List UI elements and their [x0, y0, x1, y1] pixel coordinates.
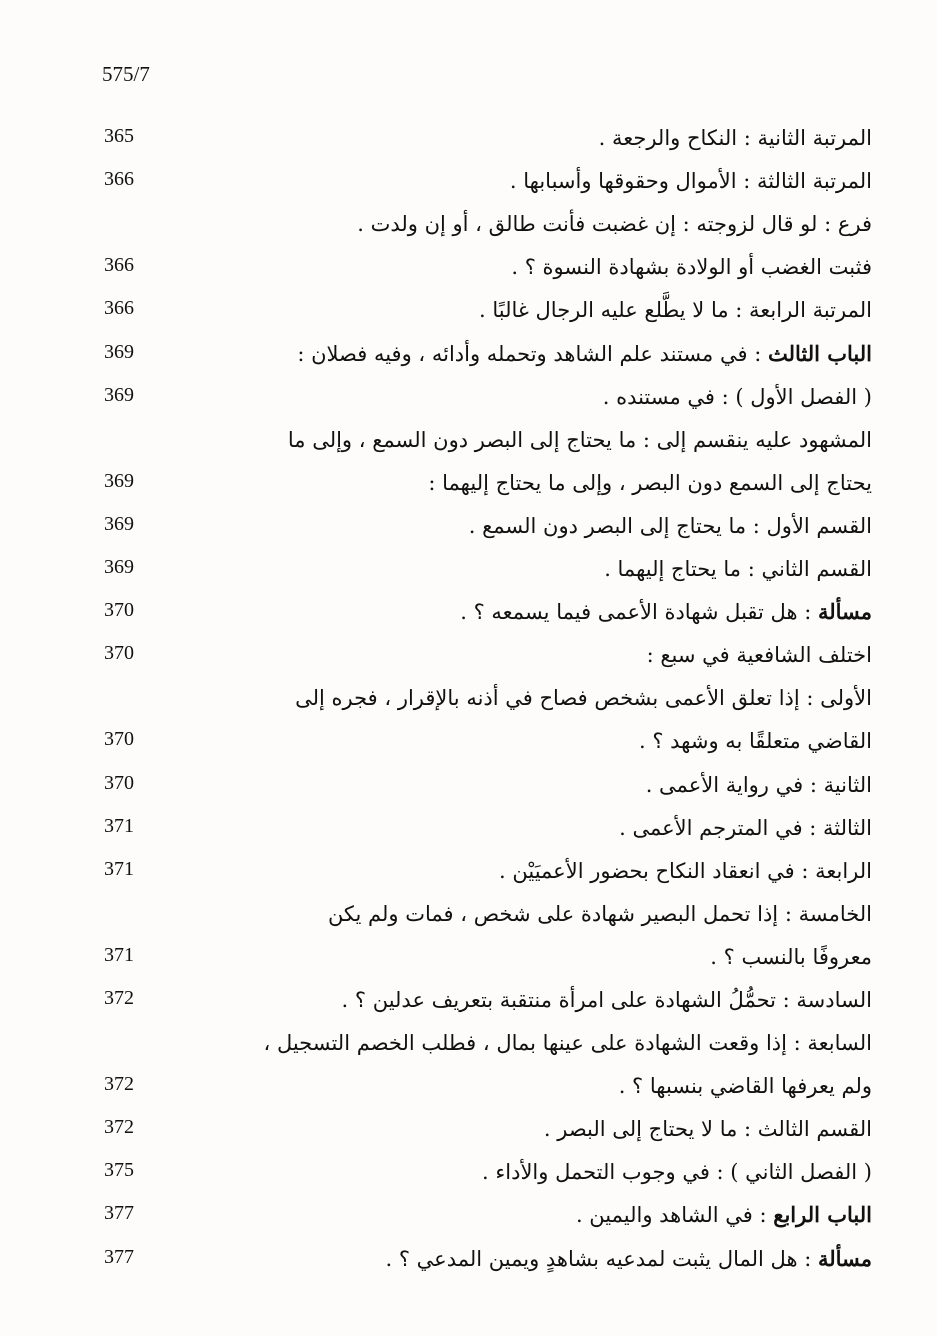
toc-entry [96, 1188, 872, 1231]
toc-entry-text [604, 557, 872, 581]
toc-page-number: 371 [104, 857, 134, 880]
toc-entry-text [386, 1246, 873, 1271]
toc-page-number: 369 [104, 383, 134, 406]
toc-entry-body: الثالثة : في المترجم الأعمى . [619, 815, 872, 840]
toc-entry-body: معروفًا بالنسب ؟ . [710, 944, 872, 969]
toc-entry-body: ( الفصل الثاني ) : في وجوب التحمل والأداء . [482, 1160, 872, 1185]
toc-page-number: 366 [104, 297, 134, 320]
toc-entry-text [576, 1202, 872, 1227]
toc-entry-body: الرابعة : في انعقاد النكاح بحضور الأعميَيْن . [499, 858, 872, 883]
toc-entry-text [639, 729, 872, 753]
toc-entry-text [263, 1031, 872, 1055]
toc-page-number: 369 [104, 512, 134, 535]
toc-entry-body: الأولى : إذا تعلق الأعمى بشخص فصاح في أذنه بالإقرار ، فجره إلى [295, 686, 872, 711]
toc-entry-text [603, 385, 872, 409]
toc-entry-text [499, 859, 872, 883]
toc-entry [96, 326, 872, 369]
toc-entry-text [357, 212, 872, 236]
toc-entry-body: الثانية : في رواية الأعمى . [645, 772, 872, 797]
toc-page-number: 370 [104, 771, 134, 794]
toc-entry-text [297, 341, 872, 366]
toc-entry-body: السابعة : إذا وقعت الشهادة على عينها بمال ، فطلب الخصم التسجيل ، [263, 1031, 872, 1056]
toc-entry-body: اختلف الشافعية في سبع : [646, 643, 872, 668]
toc-page-number: 377 [104, 1245, 134, 1268]
toc-entry [96, 1145, 872, 1188]
toc-entry-text [511, 255, 872, 279]
toc-page-number: 366 [104, 254, 134, 277]
toc-entry [96, 283, 872, 326]
toc-entry [96, 1016, 872, 1059]
toc-entry-text [295, 686, 872, 710]
toc-page-number: 377 [104, 1202, 134, 1225]
toc-page-number: 370 [104, 599, 134, 622]
toc-entry-body: : في الشاهد واليمين . [575, 1203, 774, 1228]
toc-page-number: 372 [104, 1073, 134, 1096]
toc-entry-text [342, 988, 872, 1012]
toc-entry-body: المرتبة الثالثة : الأموال وحقوقها وأسبابها . [509, 169, 872, 194]
toc-entry-text [646, 773, 872, 797]
toc-entry-body: فرع : لو قال لزوجته : إن غضبت فأنت طالق ، أو إن ولدت . [357, 212, 872, 237]
toc-page-number: 370 [104, 728, 134, 751]
toc-page-number: 371 [104, 943, 134, 966]
toc-entry-text [479, 298, 872, 322]
toc-page-number: 369 [104, 469, 134, 492]
toc-entry [96, 930, 872, 973]
toc-entry-text [710, 945, 872, 969]
toc-entry-text [647, 643, 872, 667]
toc-entry [96, 844, 872, 887]
toc-entry-body: : هل تقبل شهادة الأعمى فيما يسمعه ؟ . [460, 600, 818, 625]
toc-entry-text [428, 471, 872, 495]
toc-entry [96, 1059, 872, 1102]
toc-entry-text [599, 126, 872, 150]
toc-entry [96, 542, 872, 585]
toc-page-number: 370 [104, 642, 134, 665]
toc-entry-body: المشهود عليه ينقسم إلى : ما يحتاج إلى البصر دون السمع ، وإلى ما [287, 427, 872, 452]
toc-entry-body: يحتاج إلى السمع دون البصر ، وإلى ما يحتاج إليهما : [428, 470, 872, 495]
toc-entry-heading: مسألة [817, 599, 872, 625]
toc-entry [96, 714, 872, 757]
toc-entry-heading: مسألة [817, 1245, 872, 1271]
toc-entry [96, 757, 872, 800]
toc-page-number: 372 [104, 986, 134, 1009]
toc-entry [96, 801, 872, 844]
toc-entry-body: فثبت الغضب أو الولادة بشهادة النسوة ؟ . [511, 255, 872, 280]
toc-entry [96, 499, 872, 542]
toc-entry-text [328, 902, 872, 926]
toc-entry-text [510, 169, 872, 193]
toc-entry [96, 1102, 872, 1145]
toc-entry-text [460, 599, 872, 624]
toc-page-number: 371 [104, 814, 134, 837]
toc-entry-body: ( الفصل الأول ) : في مستنده . [602, 384, 872, 409]
toc-entry [96, 628, 872, 671]
toc-entry [96, 671, 872, 714]
toc-entry-body: القسم الأول : ما يحتاج إلى البصر دون السمع . [468, 513, 872, 538]
toc-entry-body: الخامسة : إذا تحمل البصير شهادة على شخص ، فمات ولم يكن [327, 901, 872, 926]
toc-entry [96, 111, 872, 154]
toc-entry [96, 456, 872, 499]
page-reference: 575/7 [102, 62, 150, 86]
toc-entry-text [619, 1074, 872, 1098]
toc-entry [96, 973, 872, 1016]
toc-entry-body: القسم الثاني : ما يحتاج إليهما . [604, 557, 872, 582]
toc-entry-text [288, 428, 872, 452]
toc-entry [96, 240, 872, 283]
toc-page-number: 369 [104, 340, 134, 363]
toc-entry [96, 585, 872, 628]
toc-entry [96, 887, 872, 930]
toc-page-number: 365 [104, 125, 134, 148]
toc-entry [96, 413, 872, 456]
toc-entry [96, 370, 872, 413]
toc-page-number: 366 [104, 168, 134, 191]
toc-entry-body: : في مستند علم الشاهد وتحمله وأدائه ، وفيه فصلان : [297, 341, 768, 366]
toc-entry-text [619, 816, 872, 840]
toc-page-number: 375 [104, 1159, 134, 1182]
toc-entry-body: المرتبة الرابعة : ما لا يطَّلع عليه الرجال غالبًا . [479, 298, 872, 323]
toc-entry-body: السادسة : تحمُّلُ الشهادة على امرأة منتقبة بتعريف عدلين ؟ . [341, 987, 872, 1012]
toc-entry [96, 197, 872, 240]
toc-entry-body: ولم يعرفها القاضي بنسبها ؟ . [618, 1074, 872, 1099]
table-of-contents [96, 111, 872, 1275]
toc-entry-text [469, 514, 872, 538]
toc-page-number: 372 [104, 1116, 134, 1139]
toc-entry-heading: الباب الثالث [767, 340, 872, 366]
toc-entry [96, 1231, 872, 1274]
toc-entry-heading: الباب الرابع [773, 1202, 872, 1228]
toc-entry-text [482, 1160, 872, 1184]
toc-entry-body: القاضي متعلقًا به وشهد ؟ . [638, 729, 872, 754]
toc-page-number: 369 [104, 556, 134, 579]
toc-entry-body: المرتبة الثانية : النكاح والرجعة . [598, 126, 872, 151]
toc-entry-body: : هل المال يثبت لمدعيه بشاهدٍ ويمين المدعي ؟ . [385, 1246, 818, 1271]
toc-entry-text [544, 1117, 872, 1141]
toc-entry [96, 154, 872, 197]
toc-entry-body: القسم الثالث : ما لا يحتاج إلى البصر . [543, 1117, 872, 1142]
